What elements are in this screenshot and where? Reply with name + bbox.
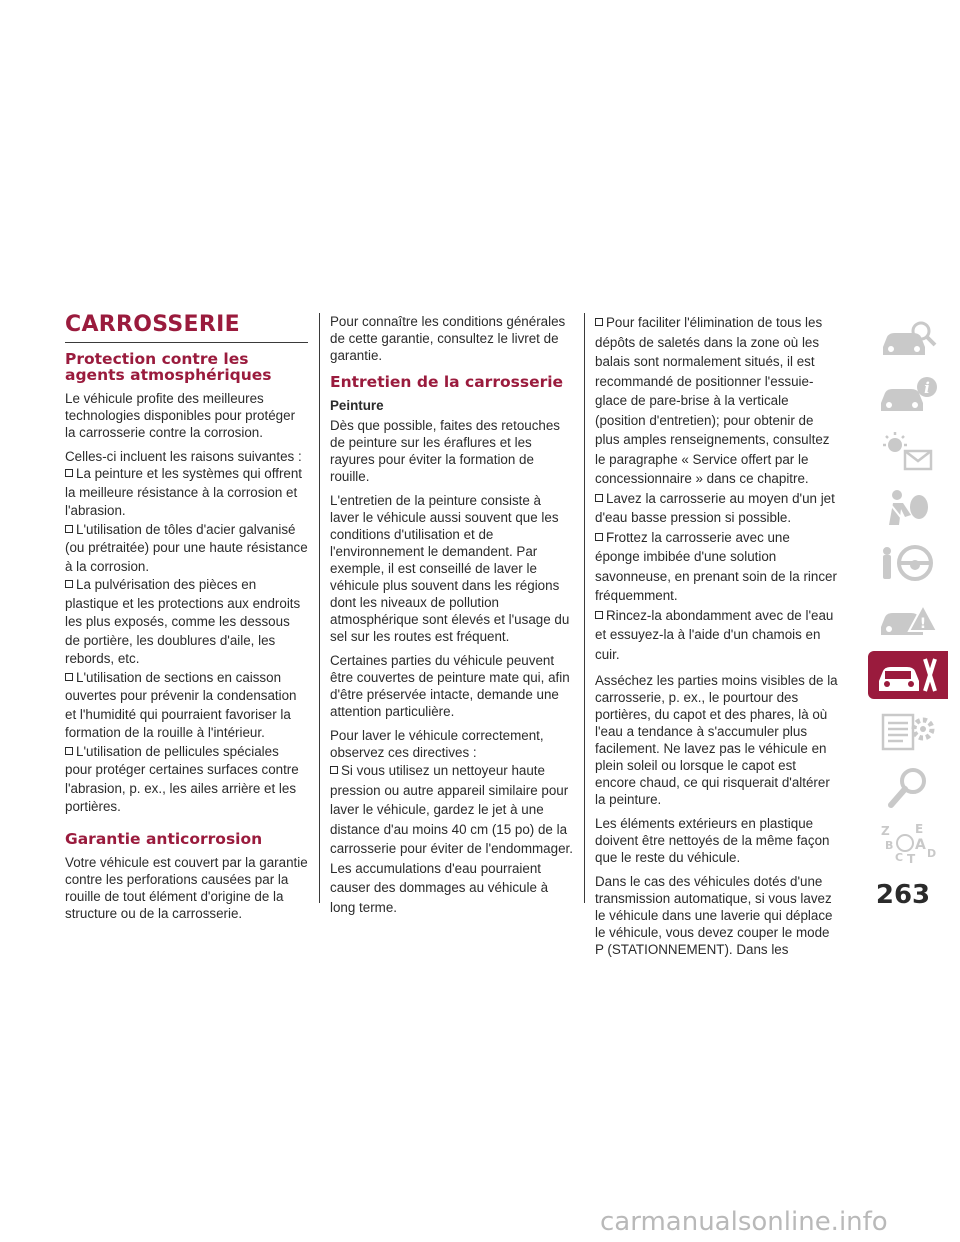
- svg-text:E: E: [915, 822, 924, 836]
- chapter-sidebar: [868, 315, 948, 875]
- tab-maintenance[interactable]: [868, 651, 948, 699]
- airbag-icon: [875, 485, 941, 529]
- svg-text:A: A: [915, 837, 926, 853]
- checkbox-bullet-icon: [595, 533, 603, 541]
- svg-text:!: !: [919, 616, 927, 632]
- paragraph: Pour connaître les conditions générales de cette garantie, consultez le livret de garantie.: [330, 314, 566, 363]
- paragraph: Les éléments extérieurs en plastique doivent être nettoyés de la même façon que le reste du véhicule.: [595, 816, 830, 865]
- car-info-icon: [875, 373, 941, 417]
- car-tools-icon: [875, 653, 941, 697]
- column-divider: [584, 313, 585, 903]
- search-icon: [875, 765, 941, 809]
- tab-technical-specs[interactable]: [868, 707, 948, 755]
- bullet-item: L'utilisation de sections en caisson ouvertes pour prévenir la condensation et l'humidité qui pourraient favoriser la formation de la rouille à l'intérieur.: [65, 669, 297, 740]
- checkbox-bullet-icon: [65, 747, 73, 755]
- column-3: [595, 313, 838, 965]
- tab-emergency[interactable]: [868, 595, 948, 643]
- svg-text:B: B: [885, 839, 894, 852]
- heading-peinture: Peinture: [330, 398, 384, 413]
- tab-multimedia[interactable]: [868, 763, 948, 811]
- paragraph: Dès que possible, faites des retouches de peinture sur les éraflures et les rayures pour éviter la formation de rouille.: [330, 418, 561, 484]
- tab-car-info[interactable]: [868, 371, 948, 419]
- paragraph: L'entretien de la peinture consiste à laver le véhicule aussi souvent que les conditions d'utilisation et de l'environnement le demandent. Par exemple, il est conseillé de laver le véhicule plus souvent dans les régions dont les niveaux de pollution atmosphérique sont élevés et l'usage du sel sur les routes est fréquent.: [330, 493, 570, 644]
- checkbox-bullet-icon: [65, 469, 73, 477]
- steering-wheel-icon: [875, 541, 941, 585]
- checkbox-bullet-icon: [65, 525, 73, 533]
- column-divider: [319, 313, 320, 903]
- bullet-item: Si vous utilisez un nettoyeur haute pression ou autre appareil similaire pour laver le véhicule, gardez le jet à une distance d'au moins 40 cm (15 po) de la carrosserie pour éviter de l'endommager. Les accumulations d'eau pourraient causer des dommages au véhicule à long terme.: [330, 763, 573, 915]
- paragraph: Pour laver le véhicule correctement, observez ces directives :: [330, 728, 544, 760]
- checkbox-bullet-icon: [65, 673, 73, 681]
- tab-lights-messages[interactable]: [868, 427, 948, 475]
- checkbox-bullet-icon: [65, 580, 73, 588]
- paragraph: Asséchez les parties moins visibles de la carrosserie, p. ex., le pourtour des portières, du capot et des phares, là où l'eau a tendance à s'accumuler plus facilement. Ne lavez pas le véhicule en plein soleil ou lorsque le capot est encore chaud, ce qui risquerait d'altérer la peinture.: [595, 673, 838, 807]
- svg-text:C: C: [895, 851, 904, 864]
- svg-text:D: D: [927, 847, 937, 860]
- bullet-item: L'utilisation de tôles d'acier galvanisé (ou prétraitée) pour une haute résistance à la corrosion.: [65, 521, 308, 574]
- paragraph: Le véhicule profite des meilleures technologies disponibles pour protéger la carrosserie contre la corrosion.: [65, 391, 296, 440]
- tab-index[interactable]: [868, 819, 948, 867]
- bullet-item: Pour faciliter l'élimination de tous les dépôts de saletés dans la zone où les balais sont normalement situés, il est recommandé de positionner l'essuie-glace de pare-brise à la verticale (position d'entretien); pour obtenir de plus amples renseignements, consultez le paragraphe « Service offert par le concessionnaire » dans ce chapitre.: [595, 315, 830, 486]
- tab-safety[interactable]: [868, 483, 948, 531]
- heading-garantie: Garantie anticorrosion: [65, 829, 263, 848]
- heading-protection: Protection contre les agents atmosphériques: [65, 350, 272, 384]
- footer-watermark[interactable]: carmanualsonline.info: [600, 1207, 888, 1237]
- column-2: [330, 313, 573, 917]
- bullet-item: Frottez la carrosserie avec une éponge imbibée d'une solution savonneuse, en prenant soin de la rincer fréquemment.: [595, 529, 837, 603]
- tab-car-search[interactable]: [868, 315, 948, 363]
- tab-starting-driving[interactable]: [868, 539, 948, 587]
- svg-text:i: i: [924, 379, 930, 397]
- checkbox-bullet-icon: [330, 766, 338, 774]
- light-envelope-icon: [875, 429, 941, 473]
- bullet-item: Lavez la carrosserie au moyen d'un jet d'eau basse pression si possible.: [595, 490, 835, 525]
- checkbox-bullet-icon: [595, 611, 603, 619]
- page-number: 263: [875, 880, 931, 910]
- bullet-item: L'utilisation de pellicules spéciales pour protéger certaines surfaces contre l'abrasion, p. ex., les ailes arrière et les portières.: [65, 743, 299, 814]
- svg-text:Z: Z: [881, 824, 890, 838]
- bullet-item: La peinture et les systèmes qui offrent la meilleure résistance à la corrosion et l'abrasion.: [65, 466, 303, 518]
- section-title: CARROSSERIE: [65, 313, 308, 343]
- specs-gear-icon: [875, 709, 941, 753]
- checkbox-bullet-icon: [595, 318, 603, 326]
- svg-text:T: T: [907, 852, 916, 865]
- bullet-item: La pulvérisation des pièces en plastique et les protections aux endroits les plus exposés, comme les dessous de portière, les doublures d'aile, les rebords, etc.: [65, 577, 301, 666]
- paragraph: Certaines parties du véhicule peuvent être couvertes de peinture mate qui, afin d'être préservée intacte, demande une attention particulière.: [330, 653, 570, 719]
- paragraph: Votre véhicule est couvert par la garantie contre les perforations causées par la rouille de tout élément d'origine de la structure ou de la carrosserie.: [65, 854, 308, 921]
- heading-entretien: Entretien de la carrosserie: [330, 373, 564, 391]
- paragraph: Dans le cas des véhicules dotés d'une transmission automatique, si vous lavez le véhicule dans une laverie qui déplace le véhicule, vous devez couper le mode P (STATIONNEMENT). Dans les: [595, 874, 833, 957]
- car-warning-icon: [875, 597, 941, 641]
- bullet-item: Rincez-la abondamment avec de l'eau et essuyez-la à l'aide d'un chamois en cuir.: [595, 607, 834, 662]
- paragraph: Celles-ci incluent les raisons suivantes :: [65, 449, 302, 464]
- checkbox-bullet-icon: [595, 494, 603, 502]
- column-1: [65, 313, 308, 929]
- index-letters-icon: [875, 821, 941, 865]
- car-search-icon: [875, 317, 941, 361]
